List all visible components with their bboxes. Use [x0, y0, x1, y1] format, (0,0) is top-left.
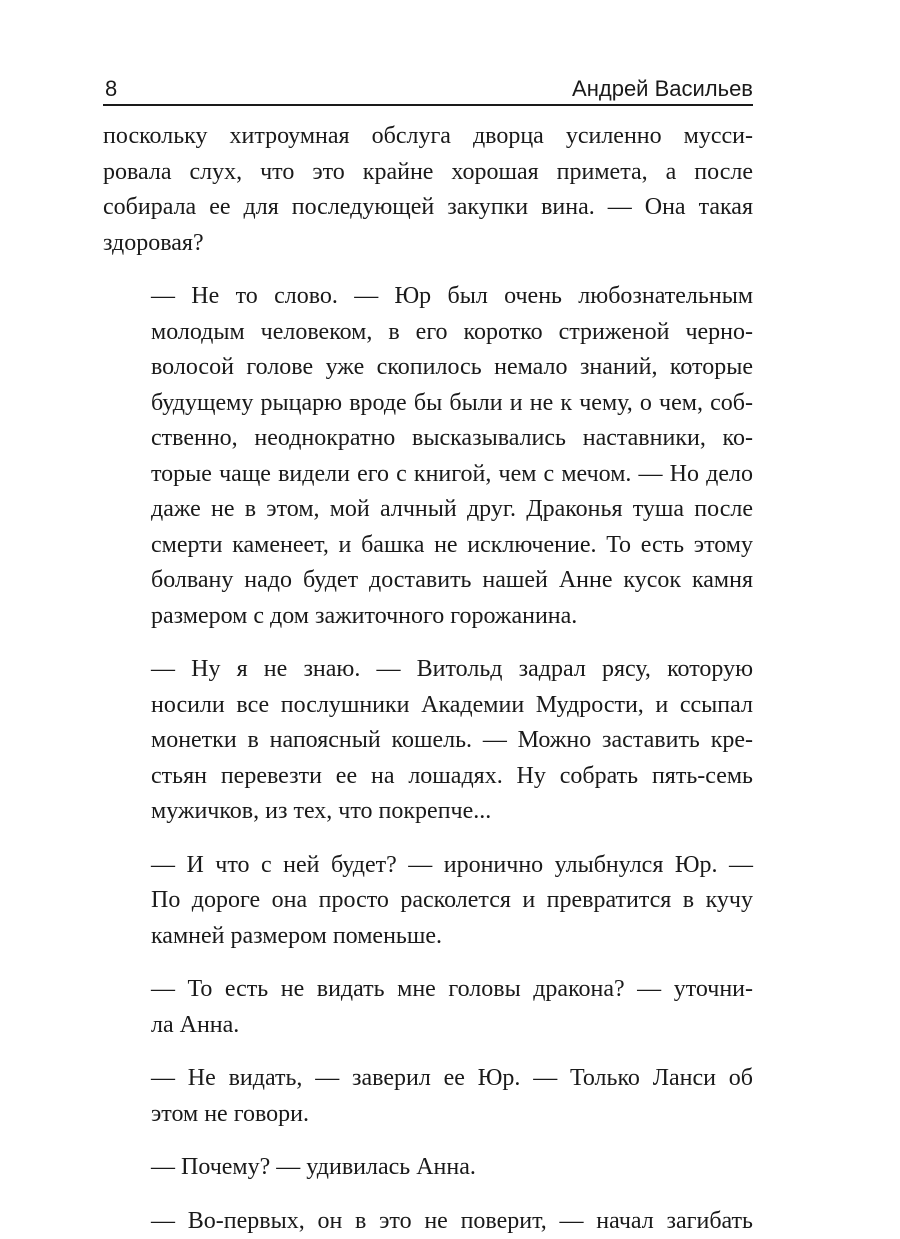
text-line: этом не говори. [103, 1097, 753, 1133]
text-line: носили все послушники Академии Мудрости, и ссыпал [103, 688, 753, 724]
paragraph [103, 652, 753, 830]
running-head-author: Андрей Васильев [572, 76, 753, 102]
text-line: камней размером поменьше. [103, 919, 753, 955]
paragraph [103, 279, 753, 634]
paragraph [103, 119, 753, 261]
text-line: По дороге она просто расколется и превратится в кучу [103, 883, 753, 919]
text-line: мужичков, из тех, что покрепче... [103, 794, 753, 830]
text-line: — И что с ней будет? — иронично улыбнулся Юр. — [103, 848, 753, 884]
paragraph [103, 1061, 753, 1132]
text-line: монетки в напоясный кошель. — Можно заставить кре- [103, 723, 753, 759]
running-head [103, 72, 753, 104]
paragraph [103, 972, 753, 1043]
text-line: ла Анна. [103, 1008, 753, 1044]
text-line: торые чаще видели его с книгой, чем с мечом. — Но дело [103, 457, 753, 493]
text-line: размером с дом зажиточного горожанина. [103, 599, 753, 635]
page-number: 8 [105, 76, 117, 102]
text-line: волосой голове уже скопилось немало знаний, которые [103, 350, 753, 386]
text-line: ственно, неоднократно высказывались наставники, ко- [103, 421, 753, 457]
text-line: поскольку хитроумная обслуга дворца усиленно мусси- [103, 119, 753, 155]
paragraph [103, 1150, 753, 1186]
text-line: здоровая? [103, 226, 753, 262]
text-line: — Почему? — удивилась Анна. [103, 1150, 753, 1186]
text-line: болвану надо будет доставить нашей Анне кусок камня [103, 563, 753, 599]
text-line: стьян перевезти ее на лошадях. Ну собрать пять-семь [103, 759, 753, 795]
text-line: молодым человеком, в его коротко стриженой черно- [103, 315, 753, 351]
text-line: — То есть не видать мне головы дракона? — уточни- [103, 972, 753, 1008]
text-line: ровала слух, что это крайне хорошая примета, а после [103, 155, 753, 191]
text-line: — Во-первых, он в это не поверит, — начал загибать [103, 1204, 753, 1239]
text-line: даже не в этом, мой алчный друг. Драконья туша после [103, 492, 753, 528]
text-line: — Не видать, — заверил ее Юр. — Только Ланси об [103, 1061, 753, 1097]
text-line: собирала ее для последующей закупки вина. — Она такая [103, 190, 753, 226]
header-rule [103, 104, 753, 106]
paragraph [103, 1204, 753, 1239]
text-line: будущему рыцарю вроде бы были и не к чему, о чем, соб- [103, 386, 753, 422]
text-line: — Ну я не знаю. — Витольд задрал рясу, которую [103, 652, 753, 688]
body-text [103, 119, 753, 1239]
text-line: — Не то слово. — Юр был очень любознательным [103, 279, 753, 315]
text-line: смерти каменеет, и башка не исключение. То есть этому [103, 528, 753, 564]
paragraph [103, 848, 753, 955]
